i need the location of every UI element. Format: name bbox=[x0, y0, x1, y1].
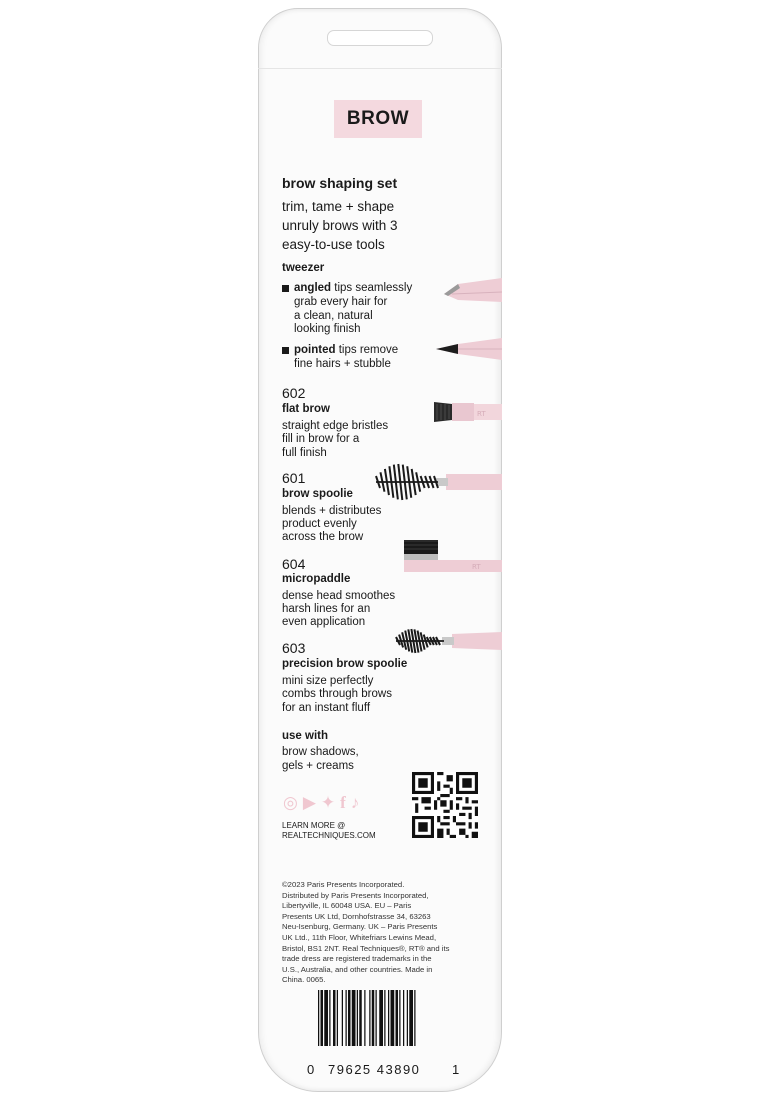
tool-name: micropaddle bbox=[282, 573, 351, 585]
intro-line: trim, tame + shape bbox=[282, 199, 395, 214]
legal-line: trade dress are registered trademarks in the bbox=[282, 954, 432, 964]
flat-brow-brush-image bbox=[432, 398, 502, 426]
tool-desc: dense head smoothes bbox=[282, 590, 396, 602]
category-badge bbox=[334, 100, 422, 138]
product-title: brow shaping set bbox=[282, 175, 398, 191]
pointed-tweezer-image bbox=[432, 334, 502, 364]
angled-bold: angled bbox=[294, 282, 332, 294]
brow-spoolie-image bbox=[374, 462, 502, 502]
barcode-digits: 79625 43890 bbox=[328, 1062, 421, 1077]
badge-label: BROW bbox=[346, 108, 410, 129]
tool-desc: combs through brows bbox=[282, 688, 392, 700]
legal-line: Libertyville, IL 60048 USA. EU – Paris bbox=[282, 901, 412, 911]
intro-line: easy-to-use tools bbox=[282, 237, 385, 252]
learn-more: LEARN MORE @ bbox=[282, 821, 346, 830]
tool-desc: even application bbox=[282, 616, 366, 628]
angled-line: a clean, natural bbox=[294, 310, 373, 322]
tool-desc: harsh lines for an bbox=[282, 603, 371, 615]
barcode bbox=[318, 990, 446, 1046]
tool-desc: fill in brow for a bbox=[282, 433, 360, 445]
tool-name: flat brow bbox=[282, 403, 330, 415]
tool-desc: blends + distributes bbox=[282, 505, 382, 517]
barcode-left-digit: 0 bbox=[307, 1062, 315, 1077]
legal-line: China. 0065. bbox=[282, 975, 326, 985]
qr-code bbox=[412, 772, 478, 838]
twitter-icon: ✦ bbox=[320, 793, 336, 812]
intro-line: unruly brows with 3 bbox=[282, 218, 398, 233]
legal-line: ©2023 Paris Presents Incorporated. bbox=[282, 880, 405, 889]
instagram-icon: ◎ bbox=[283, 793, 298, 812]
use-with-line: brow shadows, bbox=[282, 746, 359, 758]
legal-line: UK Ltd., 11th Floor, Whitefriars Lewins Mead, bbox=[282, 932, 437, 942]
tool-desc: product evenly bbox=[282, 518, 357, 530]
tool-name: precision brow spoolie bbox=[282, 658, 408, 670]
pointed-text: tips remove bbox=[335, 344, 399, 356]
micropaddle-image bbox=[400, 536, 502, 576]
pointed-bold: pointed bbox=[294, 344, 336, 356]
angled-line: grab every hair for bbox=[294, 296, 388, 308]
website: REALTECHNIQUES.COM bbox=[282, 831, 376, 840]
tool-number: 604 bbox=[282, 556, 306, 572]
tool-desc: mini size perfectly bbox=[282, 675, 374, 687]
precision-spoolie-image bbox=[394, 626, 502, 656]
bullet bbox=[282, 285, 289, 292]
tool-desc: for an instant fluff bbox=[282, 702, 371, 714]
tool-name: brow spoolie bbox=[282, 488, 353, 500]
legal-line: U.S., Australia, and other countries. Made in bbox=[282, 964, 433, 974]
legal-line: Presents UK Ltd, Dornhofstrasse 34, 63263 bbox=[282, 911, 431, 921]
pointed-line bbox=[294, 343, 398, 357]
bullet bbox=[282, 347, 289, 354]
tiktok-icon: ♪ bbox=[350, 793, 360, 812]
legal-line: Neu-Isenburg, Germany. UK – Paris Presents bbox=[282, 922, 438, 932]
facebook-icon: f bbox=[340, 793, 346, 812]
tweezer-heading: tweezer bbox=[282, 262, 325, 274]
hang-tab-hole bbox=[327, 30, 433, 46]
svg-text:RT: RT bbox=[477, 410, 486, 418]
svg-text:RT: RT bbox=[472, 563, 481, 571]
tool-desc: straight edge bristles bbox=[282, 420, 389, 432]
tool-desc: across the brow bbox=[282, 531, 364, 543]
social-icons bbox=[283, 794, 359, 812]
use-with-heading: use with bbox=[282, 730, 329, 742]
angled-line bbox=[294, 281, 412, 295]
tool-number: 602 bbox=[282, 385, 306, 401]
angled-tweezer-image bbox=[438, 274, 502, 310]
legal-line: Distributed by Paris Presents Incorporated, bbox=[282, 890, 429, 900]
pointed-line: fine hairs + stubble bbox=[294, 358, 391, 370]
legal-text bbox=[282, 880, 472, 986]
hang-tab-fold bbox=[258, 68, 502, 69]
use-with-line: gels + creams bbox=[282, 760, 354, 772]
youtube-icon: ▶ bbox=[302, 793, 316, 812]
tool-number: 601 bbox=[282, 470, 306, 486]
barcode-right-digit: 1 bbox=[452, 1062, 460, 1077]
legal-line: Bristol, BS1 2NT. Real Techniques®, RT® and its bbox=[282, 943, 450, 953]
tool-number: 603 bbox=[282, 640, 306, 656]
tool-desc: full finish bbox=[282, 447, 327, 459]
angled-line: looking finish bbox=[294, 323, 361, 335]
angled-text: tips seamlessly bbox=[331, 282, 413, 294]
